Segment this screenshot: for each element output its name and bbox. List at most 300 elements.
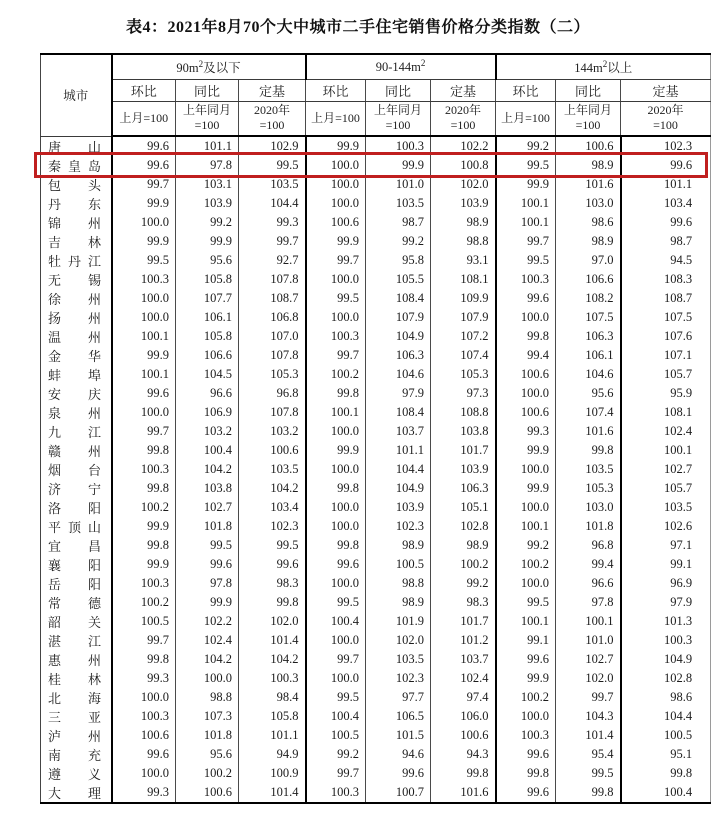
value-cell: 101.6 [431,783,496,803]
table-row [41,517,711,536]
value-cell: 99.9 [496,669,556,688]
value-cell: 100.0 [496,384,556,403]
value-cell: 98.9 [366,536,431,555]
value-cell: 96.9 [621,574,711,593]
city-name: 大理 [41,783,112,803]
table-row [41,289,711,308]
value-cell: 100.0 [306,631,366,650]
value-cell: 103.5 [621,498,711,517]
value-cell: 100.6 [176,783,239,803]
city-name: 岳阳 [41,574,112,593]
value-cell: 100.7 [366,783,431,803]
value-cell: 100.3 [306,327,366,346]
value-cell: 98.9 [431,213,496,232]
value-cell: 95.1 [621,745,711,764]
value-cell: 95.8 [366,251,431,270]
value-cell: 99.8 [621,764,711,783]
value-cell: 97.1 [621,536,711,555]
value-cell: 101.7 [431,612,496,631]
value-cell: 99.9 [306,136,366,156]
value-cell: 100.6 [306,213,366,232]
value-cell: 102.3 [239,517,306,536]
value-cell: 94.6 [366,745,431,764]
value-cell: 99.6 [496,783,556,803]
value-cell: 104.2 [176,650,239,669]
value-cell: 102.6 [621,517,711,536]
value-cell: 97.3 [431,384,496,403]
value-cell: 106.3 [556,327,621,346]
value-cell: 103.4 [239,498,306,517]
value-cell: 99.7 [496,232,556,251]
value-cell: 101.1 [239,726,306,745]
table-row [41,346,711,365]
value-cell: 99.6 [112,156,176,175]
value-cell: 98.8 [176,688,239,707]
value-cell: 99.4 [496,346,556,365]
value-cell: 99.9 [306,232,366,251]
value-cell: 101.2 [431,631,496,650]
value-cell: 100.0 [112,403,176,422]
table-row [41,593,711,612]
city-name: 常德 [41,593,112,612]
table-row [41,327,711,346]
value-cell: 103.5 [366,650,431,669]
value-cell: 99.8 [556,441,621,460]
value-cell: 105.8 [176,270,239,289]
value-cell: 99.9 [112,232,176,251]
value-cell: 105.5 [366,270,431,289]
value-cell: 100.2 [112,498,176,517]
group-header-90-below: $90m^2$及以下 [112,54,306,79]
value-cell: 99.8 [431,764,496,783]
table-row [41,441,711,460]
value-cell: 99.6 [112,136,176,156]
value-cell: 99.5 [239,156,306,175]
value-cell: 104.2 [239,650,306,669]
table-row [41,536,711,555]
value-cell: 107.9 [431,308,496,327]
city-name: 扬州 [41,308,112,327]
sub-header-mom: 环比 [496,79,556,101]
table-row [41,612,711,631]
table-row [41,422,711,441]
value-cell: 103.9 [431,194,496,213]
value-cell: 99.7 [306,650,366,669]
table-row [41,384,711,403]
value-cell: 100.3 [496,270,556,289]
value-cell: 101.6 [556,422,621,441]
value-cell: 100.0 [496,574,556,593]
value-cell: 107.1 [621,346,711,365]
table-row [41,232,711,251]
value-cell: 99.8 [496,764,556,783]
city-name: 泸州 [41,726,112,745]
value-cell: 103.2 [176,422,239,441]
value-cell: 100.4 [306,612,366,631]
value-cell: 105.3 [431,365,496,384]
value-cell: 100.2 [496,688,556,707]
value-cell: 99.9 [496,441,556,460]
value-cell: 101.1 [621,175,711,194]
table-row [41,213,711,232]
value-cell: 99.6 [496,289,556,308]
price-index-table [40,53,711,804]
value-cell: 99.6 [306,555,366,574]
value-cell: 103.8 [431,422,496,441]
value-cell: 99.3 [496,422,556,441]
value-cell: 99.8 [112,479,176,498]
value-cell: 95.6 [176,745,239,764]
value-cell: 100.8 [431,156,496,175]
value-cell: 99.8 [239,593,306,612]
value-cell: 98.3 [239,574,306,593]
value-cell: 103.5 [239,175,306,194]
table-row [41,498,711,517]
value-cell: 99.2 [431,574,496,593]
value-cell: 100.0 [306,460,366,479]
value-cell: 107.7 [176,289,239,308]
value-cell: 95.4 [556,745,621,764]
value-cell: 103.9 [366,498,431,517]
value-cell: 99.3 [112,783,176,803]
group-header-144-above: $144m^2$以上 [496,54,711,79]
value-cell: 101.6 [556,175,621,194]
value-cell: 104.9 [366,479,431,498]
value-cell: 100.0 [306,308,366,327]
value-cell: 99.9 [496,479,556,498]
value-cell: 106.9 [176,403,239,422]
value-cell: 101.3 [621,612,711,631]
value-cell: 106.3 [431,479,496,498]
city-name: 无锡 [41,270,112,289]
value-cell: 102.4 [431,669,496,688]
value-cell: 103.4 [621,194,711,213]
value-cell: 107.4 [431,346,496,365]
table-body [41,136,711,803]
value-cell: 99.2 [366,232,431,251]
value-cell: 100.5 [112,612,176,631]
value-cell: 100.0 [306,498,366,517]
value-cell: 99.9 [112,517,176,536]
value-cell: 92.7 [239,251,306,270]
value-cell: 100.0 [496,707,556,726]
city-name: 徐州 [41,289,112,308]
value-cell: 108.2 [556,289,621,308]
value-cell: 99.7 [306,251,366,270]
value-cell: 95.9 [621,384,711,403]
superscript-2: 2 [198,58,204,69]
city-name: 遵义 [41,764,112,783]
value-cell: 99.5 [239,536,306,555]
value-cell: 100.3 [496,726,556,745]
table-row [41,764,711,783]
table-row [41,783,711,803]
value-cell: 99.1 [621,555,711,574]
value-cell: 107.3 [176,707,239,726]
value-cell: 99.5 [496,251,556,270]
city-name: 赣州 [41,441,112,460]
table-row [41,726,711,745]
value-cell: 99.4 [556,555,621,574]
value-cell: 102.7 [556,650,621,669]
value-cell: 106.0 [431,707,496,726]
base-label-yoy: 上年同月 =100 [556,101,621,136]
value-cell: 96.8 [556,536,621,555]
city-name: 洛阳 [41,498,112,517]
value-cell: 104.2 [239,479,306,498]
value-cell: 107.0 [239,327,306,346]
sub-header-fixed-base: 定基 [239,79,306,101]
value-cell: 97.4 [431,688,496,707]
value-cell: 108.7 [239,289,306,308]
base-label-mom: 上月=100 [306,101,366,136]
value-cell: 100.0 [306,156,366,175]
value-cell: 99.5 [496,593,556,612]
value-cell: 100.3 [306,783,366,803]
value-cell: 100.5 [621,726,711,745]
value-cell: 105.8 [176,327,239,346]
value-cell: 102.7 [621,460,711,479]
value-cell: 100.0 [496,498,556,517]
value-cell: 99.3 [239,213,306,232]
value-cell: 99.7 [112,175,176,194]
value-cell: 99.6 [496,745,556,764]
value-cell: 106.1 [556,346,621,365]
value-cell: 99.6 [621,156,711,175]
value-cell: 99.8 [112,536,176,555]
value-cell: 105.1 [431,498,496,517]
value-cell: 98.9 [556,232,621,251]
value-cell: 103.0 [556,194,621,213]
city-name: 秦皇岛 [41,156,112,175]
table-row [41,555,711,574]
value-cell: 99.5 [496,156,556,175]
value-cell: 107.8 [239,403,306,422]
value-cell: 106.1 [176,308,239,327]
value-cell: 99.8 [306,536,366,555]
table-row [41,574,711,593]
value-cell: 99.5 [556,764,621,783]
city-name: 北海 [41,688,112,707]
value-cell: 98.6 [556,213,621,232]
value-cell: 96.8 [239,384,306,403]
value-cell: 106.6 [556,270,621,289]
value-cell: 102.8 [431,517,496,536]
value-cell: 100.3 [621,631,711,650]
value-cell: 107.8 [239,346,306,365]
value-cell: 104.4 [366,460,431,479]
value-cell: 99.9 [176,232,239,251]
value-cell: 100.6 [496,403,556,422]
value-cell: 102.0 [366,631,431,650]
value-cell: 98.8 [431,232,496,251]
value-cell: 107.5 [621,308,711,327]
value-cell: 100.1 [112,327,176,346]
value-cell: 99.6 [176,555,239,574]
value-cell: 95.6 [176,251,239,270]
value-cell: 103.1 [176,175,239,194]
value-cell: 105.8 [239,707,306,726]
value-cell: 94.5 [621,251,711,270]
table-row [41,631,711,650]
table-header [41,54,711,136]
value-cell: 100.0 [306,517,366,536]
value-cell: 100.6 [496,365,556,384]
value-cell: 97.0 [556,251,621,270]
value-cell: 99.7 [556,688,621,707]
value-cell: 102.8 [621,669,711,688]
value-cell: 101.4 [556,726,621,745]
superscript-2: 2 [602,58,608,69]
value-cell: 99.2 [306,745,366,764]
sub-header-yoy: 同比 [556,79,621,101]
value-cell: 99.9 [112,555,176,574]
value-cell: 99.1 [496,631,556,650]
value-cell: 102.7 [176,498,239,517]
value-cell: 100.0 [496,460,556,479]
value-cell: 106.5 [366,707,431,726]
value-cell: 100.2 [176,764,239,783]
value-cell: 104.4 [239,194,306,213]
city-name: 丹东 [41,194,112,213]
value-cell: 97.9 [366,384,431,403]
value-cell: 100.1 [621,441,711,460]
value-cell: 98.8 [366,574,431,593]
city-name: 惠州 [41,650,112,669]
value-cell: 105.3 [239,365,306,384]
city-name: 温州 [41,327,112,346]
value-cell: 102.3 [366,517,431,536]
group-header-90-144: $90-144m^2$ [306,54,496,79]
value-cell: 103.0 [556,498,621,517]
city-name: 平顶山 [41,517,112,536]
value-cell: 100.9 [239,764,306,783]
value-cell: 104.4 [621,707,711,726]
value-cell: 98.6 [621,688,711,707]
city-name: 襄阳 [41,555,112,574]
value-cell: 97.8 [176,574,239,593]
value-cell: 101.4 [239,783,306,803]
value-cell: 99.6 [239,555,306,574]
city-name: 包头 [41,175,112,194]
value-cell: 100.1 [496,517,556,536]
value-cell: 107.9 [366,308,431,327]
value-cell: 99.6 [112,745,176,764]
value-cell: 104.9 [366,327,431,346]
value-cell: 99.7 [112,631,176,650]
city-name: 吉林 [41,232,112,251]
value-cell: 104.2 [176,460,239,479]
value-cell: 99.8 [556,783,621,803]
value-cell: 107.8 [239,270,306,289]
value-cell: 101.5 [366,726,431,745]
sub-header-yoy: 同比 [176,79,239,101]
value-cell: 100.0 [306,574,366,593]
value-cell: 101.4 [239,631,306,650]
base-label-mom: 上月=100 [112,101,176,136]
value-cell: 98.9 [431,536,496,555]
page-title: 表4：2021年8月70个大中城市二手住宅销售价格分类指数（二） [125,19,590,36]
value-cell: 101.0 [556,631,621,650]
value-cell: 98.4 [239,688,306,707]
value-cell: 107.4 [556,403,621,422]
city-name: 南充 [41,745,112,764]
value-cell: 99.7 [306,764,366,783]
value-cell: 101.8 [176,517,239,536]
table-row [41,688,711,707]
value-cell: 100.1 [496,194,556,213]
value-cell: 94.9 [239,745,306,764]
city-name: 九江 [41,422,112,441]
value-cell: 100.5 [306,726,366,745]
value-cell: 94.3 [431,745,496,764]
value-cell: 96.6 [556,574,621,593]
value-cell: 106.3 [366,346,431,365]
city-name: 烟台 [41,460,112,479]
value-cell: 103.5 [239,460,306,479]
value-cell: 103.8 [176,479,239,498]
base-label-fixed: 2020年 =100 [431,101,496,136]
value-cell: 102.2 [431,136,496,156]
base-label-fixed: 2020年 =100 [621,101,711,136]
value-cell: 102.4 [176,631,239,650]
value-cell: 100.4 [306,707,366,726]
value-cell: 99.2 [496,536,556,555]
value-cell: 99.5 [306,688,366,707]
city-name: 金华 [41,346,112,365]
value-cell: 108.4 [366,289,431,308]
value-cell: 93.1 [431,251,496,270]
value-cell: 100.4 [621,783,711,803]
value-cell: 100.0 [496,308,556,327]
value-cell: 101.9 [366,612,431,631]
value-cell: 103.2 [239,422,306,441]
value-cell: 99.7 [306,346,366,365]
value-cell: 100.0 [112,289,176,308]
value-cell: 99.6 [621,213,711,232]
value-cell: 108.4 [366,403,431,422]
table-row [41,251,711,270]
base-label-yoy: 上年同月 =100 [366,101,431,136]
value-cell: 99.7 [112,422,176,441]
value-cell: 109.9 [431,289,496,308]
value-cell: 102.4 [621,422,711,441]
value-cell: 99.5 [306,593,366,612]
value-cell: 99.8 [112,650,176,669]
value-cell: 103.9 [176,194,239,213]
value-cell: 97.8 [176,156,239,175]
value-cell: 100.3 [366,136,431,156]
value-cell: 100.0 [306,270,366,289]
sub-header-mom: 环比 [112,79,176,101]
value-cell: 105.7 [621,479,711,498]
value-cell: 99.3 [112,669,176,688]
value-cell: 101.8 [176,726,239,745]
value-cell: 99.8 [306,479,366,498]
table-row [41,308,711,327]
value-cell: 102.3 [366,669,431,688]
value-cell: 100.0 [306,194,366,213]
value-cell: 108.8 [431,403,496,422]
value-cell: 99.6 [496,650,556,669]
value-cell: 105.3 [556,479,621,498]
city-name: 韶关 [41,612,112,631]
value-cell: 100.6 [112,726,176,745]
value-cell: 100.3 [112,270,176,289]
value-cell: 99.9 [112,346,176,365]
value-cell: 100.1 [496,213,556,232]
city-name: 锦州 [41,213,112,232]
